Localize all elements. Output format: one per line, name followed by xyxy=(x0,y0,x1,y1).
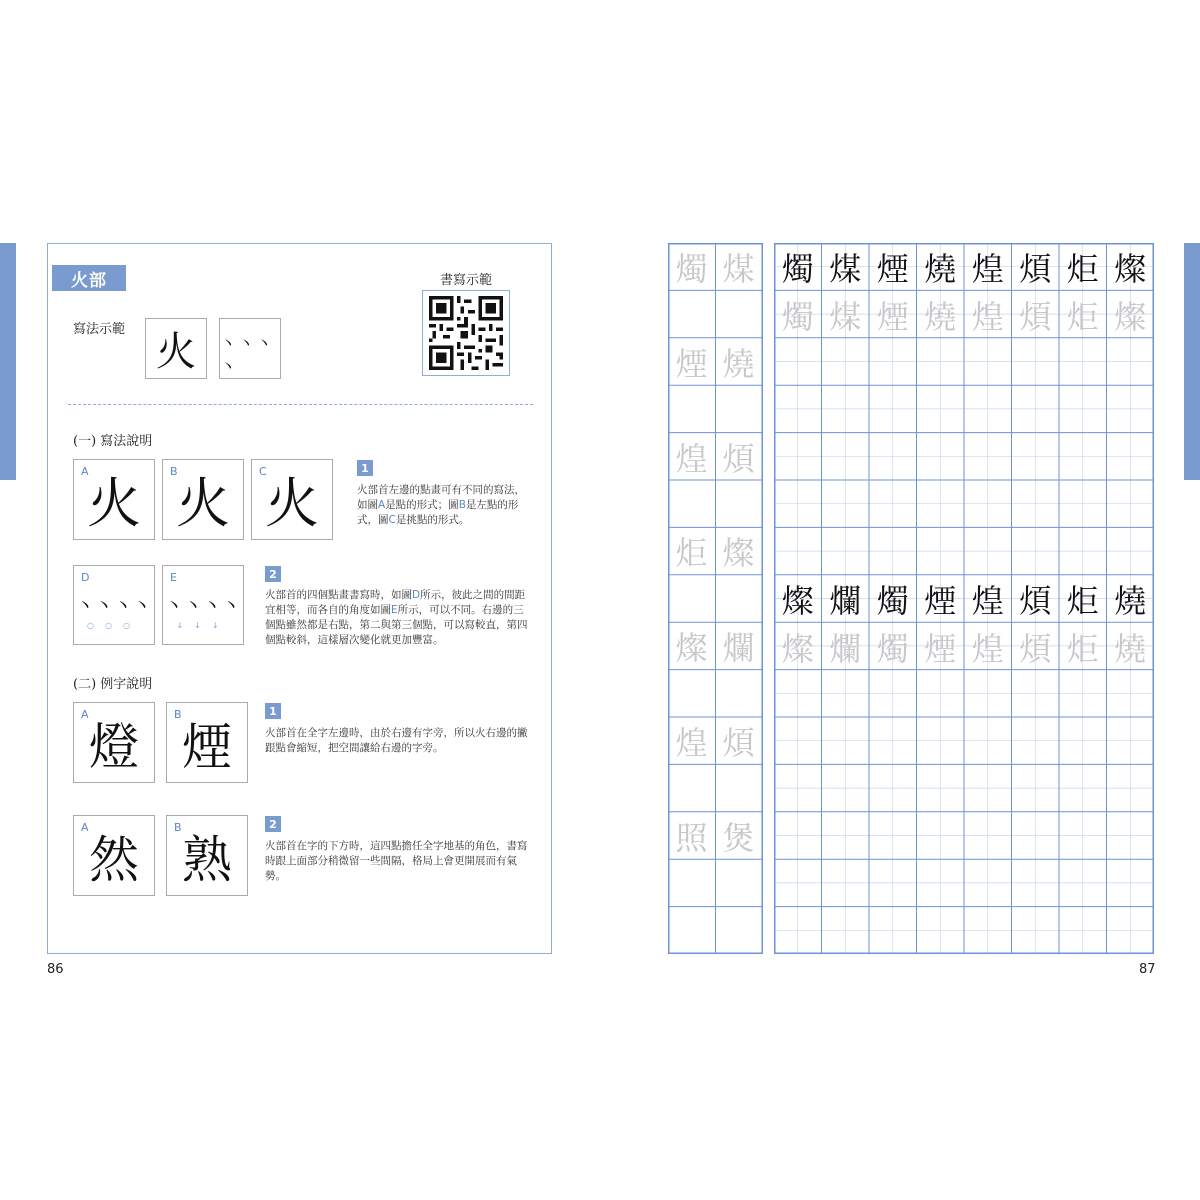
dots-example: 丶丶丶丶 xyxy=(165,596,241,617)
left-edge-tab xyxy=(0,243,16,480)
right-edge-tab xyxy=(1184,243,1200,480)
spacing-circles: ○○○ xyxy=(87,621,141,630)
section-divider xyxy=(68,404,533,405)
example-char: 火 xyxy=(265,472,319,535)
trace-row-2 xyxy=(774,623,1154,671)
box-tag: A xyxy=(81,821,89,834)
model-char: 燭 xyxy=(876,582,909,620)
trace-char: 炬 xyxy=(1066,630,1099,668)
example-box-b xyxy=(162,459,244,540)
trace-char: 炬 xyxy=(675,533,708,572)
note-number: 2 xyxy=(265,816,281,832)
trace-char: 煙 xyxy=(924,630,957,668)
example-char: 燈 xyxy=(89,717,139,776)
trace-char: 炬 xyxy=(1066,298,1099,336)
model-char: 燦 xyxy=(1114,250,1147,288)
trace-column xyxy=(668,243,763,954)
note-number: 1 xyxy=(265,703,281,719)
model-char: 煌 xyxy=(971,582,1004,620)
example-box-d xyxy=(73,565,155,645)
model-char: 煙 xyxy=(924,582,957,620)
example-box-a xyxy=(73,459,155,540)
model-char: 煙 xyxy=(876,250,909,288)
box-tag: D xyxy=(81,571,90,584)
radical-title: 火部 xyxy=(52,265,126,291)
model-char: 煩 xyxy=(1019,582,1052,620)
trace-row-1 xyxy=(774,291,1154,339)
trace-char: 煌 xyxy=(971,298,1004,336)
example-box-yan xyxy=(166,702,248,783)
trace-char: 燭 xyxy=(876,630,909,668)
trace-char: 煩 xyxy=(1019,630,1052,668)
example-box-deng xyxy=(73,702,155,783)
trace-char: 燒 xyxy=(722,344,755,383)
box-tag: C xyxy=(259,465,267,478)
trace-char: 煲 xyxy=(722,818,755,857)
model-char: 煤 xyxy=(829,250,862,288)
box-tag: A xyxy=(81,708,89,721)
note-text-3: 火部首在全字左邊時，由於右邊有字旁，所以火右邊的撇跟點會縮短，把空間讓給右邊的字旁。 xyxy=(265,727,528,754)
demo-dots-box xyxy=(219,318,281,379)
example-box-e xyxy=(162,565,244,645)
trace-char: 煩 xyxy=(722,439,755,478)
trace-char: 煤 xyxy=(829,298,862,336)
trace-char: 照 xyxy=(675,818,708,857)
demo-char-box xyxy=(145,318,207,379)
box-tag: B xyxy=(170,465,178,478)
trace-char: 燦 xyxy=(722,533,755,572)
example-box-ran xyxy=(73,815,155,896)
note-text-2: 火部首的四個點畫書寫時，如圖D所示，彼此之間的間距宜相等，而各自的角度如圖E所示，可以不同。右邊的三個點雖然都是右點，第二與第三個點，可以寫較直，第四個點較斜，這樣層次變化就更加豐富。 xyxy=(265,589,528,646)
demo-char: 火 xyxy=(156,329,196,375)
section2-heading: (二) 例字說明 xyxy=(73,677,153,692)
dots-example: 丶丶丶丶 xyxy=(76,596,152,617)
box-tag: E xyxy=(170,571,177,584)
model-char: 炬 xyxy=(1066,250,1099,288)
note-text-1: 火部首左邊的點畫可有不同的寫法，如圖A是點的形式；圖B是左點的形式，圖C是挑點的形式。 xyxy=(357,484,525,526)
trace-char: 燒 xyxy=(1114,630,1147,668)
page-number-left: 86 xyxy=(47,962,64,977)
model-char: 燦 xyxy=(781,582,814,620)
page-number-right: 87 xyxy=(1139,962,1156,977)
demo-label: 寫法示範 xyxy=(73,322,126,337)
example-char: 熟 xyxy=(182,830,232,889)
model-char: 炬 xyxy=(1066,582,1099,620)
example-char: 煙 xyxy=(182,717,232,776)
model-char: 爛 xyxy=(829,582,862,620)
trace-char: 煤 xyxy=(722,249,755,288)
trace-char: 煌 xyxy=(971,630,1004,668)
model-row-1 xyxy=(774,243,1154,291)
model-char: 燒 xyxy=(924,250,957,288)
trace-char: 燭 xyxy=(781,298,814,336)
trace-char: 燦 xyxy=(781,630,814,668)
trace-char: 燦 xyxy=(1114,298,1147,336)
trace-char: 燦 xyxy=(675,628,708,667)
trace-char: 煙 xyxy=(675,344,708,383)
trace-char: 燒 xyxy=(924,298,957,336)
example-box-shu xyxy=(166,815,248,896)
trace-char: 燭 xyxy=(675,249,708,288)
angle-arrows: ↓↓↓ xyxy=(176,621,230,630)
model-char: 煩 xyxy=(1019,250,1052,288)
example-char: 火 xyxy=(87,472,141,535)
qr-code-box[interactable] xyxy=(422,290,510,376)
model-char: 煌 xyxy=(971,250,1004,288)
box-tag: A xyxy=(81,465,89,478)
trace-char: 爛 xyxy=(829,630,862,668)
box-tag: B xyxy=(174,708,182,721)
demo-dots: 丶丶丶丶 xyxy=(220,333,275,376)
trace-char: 煙 xyxy=(876,298,909,336)
note-text-4: 火部首在字的下方時，這四點擔任全字地基的角色，書寫時跟上面部分稍微留一些間隔，格局上會更開展而有氣勢。 xyxy=(265,840,528,882)
example-char: 然 xyxy=(89,830,139,889)
box-tag: B xyxy=(174,821,182,834)
example-char: 火 xyxy=(176,472,230,535)
section1-heading: (一) 寫法說明 xyxy=(73,434,153,449)
model-char: 燒 xyxy=(1114,582,1147,620)
note-number: 1 xyxy=(357,460,373,476)
trace-char: 爛 xyxy=(722,628,755,667)
trace-char: 煩 xyxy=(1019,298,1052,336)
model-char: 燭 xyxy=(781,250,814,288)
trace-char: 煌 xyxy=(675,439,708,478)
qr-label: 書寫示範 xyxy=(440,273,493,288)
practice-grid xyxy=(774,243,1154,954)
model-row-2 xyxy=(774,575,1154,623)
trace-char: 煩 xyxy=(722,723,755,762)
example-box-c xyxy=(251,459,333,540)
note-number: 2 xyxy=(265,566,281,582)
trace-char: 煌 xyxy=(675,723,708,762)
qr-code-icon xyxy=(429,296,503,370)
